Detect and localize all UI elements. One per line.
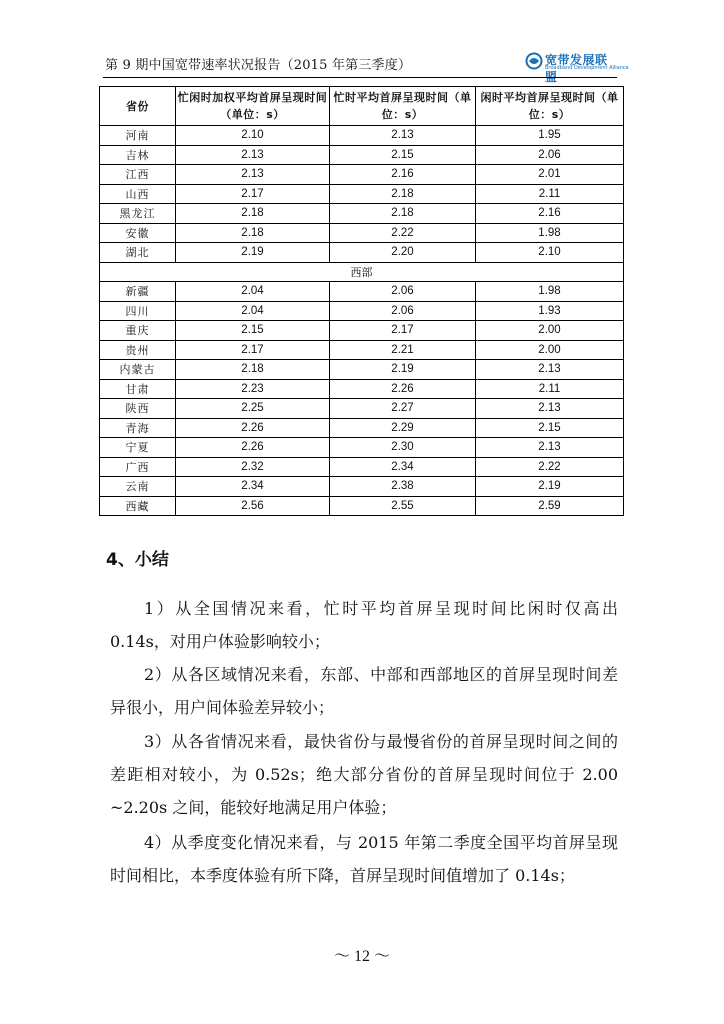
table-row xyxy=(100,126,624,146)
time-cell: 2.18 xyxy=(176,223,330,243)
time-cell: 2.11 xyxy=(476,379,624,399)
time-cell: 2.06 xyxy=(330,301,476,321)
time-cell: 2.17 xyxy=(330,321,476,341)
time-cell: 2.10 xyxy=(176,126,330,146)
table-header-row xyxy=(100,87,624,126)
province-cell: 陕西 xyxy=(100,399,176,419)
time-cell: 2.19 xyxy=(176,243,330,263)
table-row xyxy=(100,165,624,185)
time-cell: 2.26 xyxy=(330,379,476,399)
province-cell: 湖北 xyxy=(100,243,176,263)
time-cell: 2.06 xyxy=(330,282,476,302)
page-number: ～ 12 ～ xyxy=(333,948,390,965)
province-cell: 甘肃 xyxy=(100,379,176,399)
time-cell: 2.18 xyxy=(176,204,330,224)
col-header-idle: 闲时平均首屏呈现时间（单位：s） xyxy=(476,87,624,126)
table-row xyxy=(100,223,624,243)
table-row xyxy=(100,282,624,302)
time-cell: 1.93 xyxy=(476,301,624,321)
time-cell: 2.20 xyxy=(330,243,476,263)
province-cell: 贵州 xyxy=(100,340,176,360)
province-time-table xyxy=(99,86,624,516)
time-cell: 2.18 xyxy=(330,204,476,224)
table-row xyxy=(100,184,624,204)
time-cell: 2.13 xyxy=(476,438,624,458)
province-cell: 江西 xyxy=(100,165,176,185)
table-row xyxy=(100,477,624,497)
table-row xyxy=(100,321,624,341)
logo-text: 宽带发展联盟 xyxy=(545,53,608,84)
province-cell: 安徽 xyxy=(100,223,176,243)
time-cell: 2.34 xyxy=(330,457,476,477)
time-cell: 2.27 xyxy=(330,399,476,419)
time-cell: 2.17 xyxy=(176,184,330,204)
summary-paragraph-3: 3）从各省情况来看，最快省份与最慢省份的首屏呈现时间之间的差距相对较小，为 0.52s；绝大部分省份的首屏呈现时间位于 2.00 ~2.20s 之间，能较好地满足用户体验； xyxy=(110,732,618,817)
summary-paragraph-2: 2）从各区域情况来看，东部、中部和西部地区的首屏呈现时间差异很小，用户间体验差异较小； xyxy=(110,665,618,717)
time-cell: 2.13 xyxy=(476,399,624,419)
time-cell: 2.19 xyxy=(330,360,476,380)
province-cell: 河南 xyxy=(100,126,176,146)
time-cell: 2.04 xyxy=(176,282,330,302)
table-body-group2 xyxy=(100,282,624,516)
time-cell: 2.15 xyxy=(330,145,476,165)
table-row xyxy=(100,340,624,360)
province-cell: 广西 xyxy=(100,457,176,477)
section-title: 4、小结 xyxy=(106,550,169,570)
time-cell: 2.16 xyxy=(476,204,624,224)
time-cell: 2.19 xyxy=(476,477,624,497)
province-cell: 吉林 xyxy=(100,145,176,165)
time-cell: 2.22 xyxy=(330,223,476,243)
time-cell: 2.00 xyxy=(476,340,624,360)
table-row xyxy=(100,301,624,321)
time-cell: 2.59 xyxy=(476,496,624,516)
time-cell: 2.13 xyxy=(176,165,330,185)
logo-icon xyxy=(525,52,543,70)
page-header xyxy=(103,52,629,84)
time-cell: 2.13 xyxy=(330,126,476,146)
time-cell: 2.30 xyxy=(330,438,476,458)
time-cell: 2.22 xyxy=(476,457,624,477)
table-row xyxy=(100,438,624,458)
province-cell: 内蒙古 xyxy=(100,360,176,380)
time-cell: 2.55 xyxy=(330,496,476,516)
province-cell: 山西 xyxy=(100,184,176,204)
region-row xyxy=(100,262,624,282)
time-cell: 2.16 xyxy=(330,165,476,185)
time-cell: 2.25 xyxy=(176,399,330,419)
logo-subtext: Broadband Development Alliance xyxy=(545,65,629,71)
table-row xyxy=(100,145,624,165)
time-cell: 2.06 xyxy=(476,145,624,165)
summary-paragraph-4: 4）从季度变化情况来看，与 2015 年第二季度全国平均首屏呈现时间相比，本季度体验有所下降，首屏呈现时间值增加了 0.14s； xyxy=(110,833,618,885)
time-cell: 1.95 xyxy=(476,126,624,146)
province-cell: 四川 xyxy=(100,301,176,321)
time-cell: 2.26 xyxy=(176,418,330,438)
table-row xyxy=(100,360,624,380)
time-cell: 2.38 xyxy=(330,477,476,497)
time-cell: 2.13 xyxy=(176,145,330,165)
province-cell: 新疆 xyxy=(100,282,176,302)
header-rule xyxy=(103,77,617,78)
time-cell: 2.11 xyxy=(476,184,624,204)
time-cell: 2.56 xyxy=(176,496,330,516)
summary-paragraph-1: 1）从全国情况来看，忙时平均首屏呈现时间比闲时仅高出 0.14s，对用户体验影响较小； xyxy=(110,599,618,651)
table-row xyxy=(100,379,624,399)
time-cell: 2.18 xyxy=(176,360,330,380)
time-cell: 2.15 xyxy=(176,321,330,341)
time-cell: 2.34 xyxy=(176,477,330,497)
time-cell: 2.18 xyxy=(330,184,476,204)
time-cell: 2.26 xyxy=(176,438,330,458)
province-cell: 青海 xyxy=(100,418,176,438)
table-row xyxy=(100,399,624,419)
col-header-province: 省份 xyxy=(100,87,176,126)
region-label-west: 西部 xyxy=(100,262,624,282)
time-cell: 1.98 xyxy=(476,223,624,243)
table-body-group1 xyxy=(100,126,624,263)
table-row xyxy=(100,418,624,438)
time-cell: 2.32 xyxy=(176,457,330,477)
time-cell: 2.15 xyxy=(476,418,624,438)
time-cell: 2.13 xyxy=(476,360,624,380)
alliance-logo xyxy=(525,50,629,84)
time-cell: 2.29 xyxy=(330,418,476,438)
col-header-weighted: 忙闲时加权平均首屏呈现时间（单位：s） xyxy=(176,87,330,126)
province-cell: 重庆 xyxy=(100,321,176,341)
time-cell: 2.17 xyxy=(176,340,330,360)
time-cell: 2.04 xyxy=(176,301,330,321)
col-header-busy: 忙时平均首屏呈现时间（单位：s） xyxy=(330,87,476,126)
province-cell: 云南 xyxy=(100,477,176,497)
report-title: 第 9 期中国宽带速率状况报告（2015 年第三季度） xyxy=(105,58,412,73)
table-row xyxy=(100,457,624,477)
province-cell: 西藏 xyxy=(100,496,176,516)
time-cell: 2.00 xyxy=(476,321,624,341)
table-row xyxy=(100,496,624,516)
table-row xyxy=(100,204,624,224)
time-cell: 2.01 xyxy=(476,165,624,185)
province-cell: 宁夏 xyxy=(100,438,176,458)
time-cell: 1.98 xyxy=(476,282,624,302)
time-cell: 2.23 xyxy=(176,379,330,399)
time-cell: 2.10 xyxy=(476,243,624,263)
table-row xyxy=(100,243,624,263)
time-cell: 2.21 xyxy=(330,340,476,360)
province-cell: 黑龙江 xyxy=(100,204,176,224)
